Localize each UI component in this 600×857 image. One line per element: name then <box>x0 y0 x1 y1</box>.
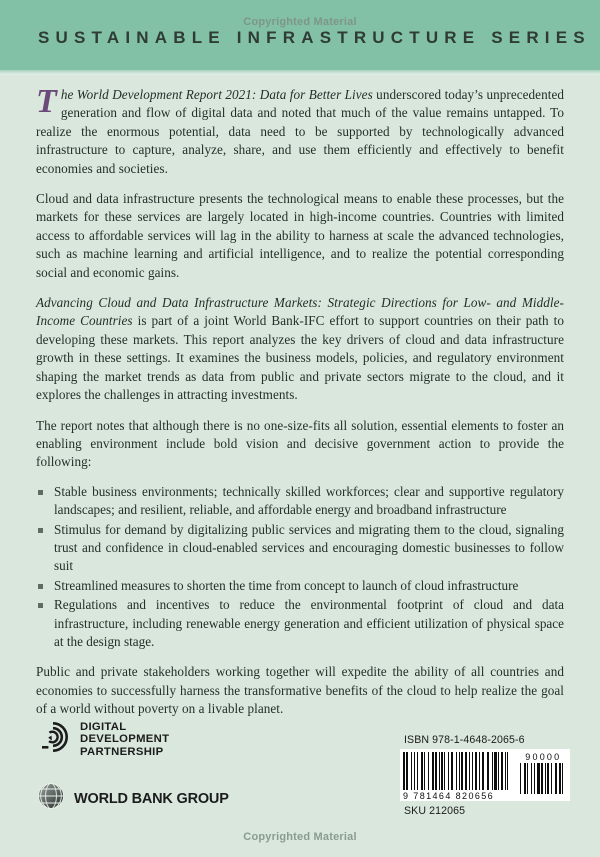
logo-stack <box>36 720 229 816</box>
ddp-line-2: DEVELOPMENT <box>80 733 170 746</box>
list-item <box>36 521 564 576</box>
paragraph-3 <box>36 294 564 404</box>
barcode-main <box>403 752 514 801</box>
list-item <box>36 577 564 595</box>
list-item-text: Stimulus for demand by digitalizing public services and migrating them to the cloud, signaling trust and confidence in cloud-enabled services and encouraging domestic businesses to follow suit <box>54 521 564 574</box>
list-item <box>36 596 564 651</box>
dropcap-letter: T <box>36 83 57 120</box>
isbn-barcode-block <box>400 734 572 817</box>
ddp-line-3: PARTNERSHIP <box>80 745 164 758</box>
bullet-square-icon <box>38 528 43 533</box>
barcode-supplement-digits: 90000 <box>525 752 562 762</box>
barcode-supplement-bars <box>520 763 567 794</box>
digital-development-partnership-logo <box>36 720 229 759</box>
paragraph-3-rest: is part of a joint World Bank-IFC effort to support countries on their path to developing these markets. This report analyzes the key drivers of cloud and data infrastructure growth in these settings. It examines the business models, policies, and regulatory environment shaping the market trends as data from public and private sectors migrate to the cloud, and it explores the challenges in attracting investments. <box>36 313 564 403</box>
watermark-bottom: Copyrighted Material <box>243 831 357 843</box>
ddp-line-1: DIGITAL <box>80 720 127 733</box>
paragraph-1 <box>36 83 564 178</box>
paragraph-1-rest: underscored today’s unprecedented generation and flow of digital data and noted that much of the value remains untapped. To realize the enormous potential, data need to be supported by technologically advanced infrastructure to capture, analyze, share, and use them efficiently and effectively to benefit economies and societies. <box>36 87 564 176</box>
world-bank-group-logo <box>36 781 229 816</box>
paragraph-2: Cloud and data infrastructure presents the technological means to enable these processes, but the markets for these services are largely located in high-income countries. Countries with limited access to affordable services will lag in the ability to harness at scale the advanced technologies, such as machine learning and artificial intelligence, and to realize the potential corresponding social and economic gains. <box>36 191 564 280</box>
series-title: SUSTAINABLE INFRASTRUCTURE SERIES <box>38 28 591 47</box>
barcode <box>400 749 570 801</box>
paragraph-1-italic-lead: he World Development Report 2021: Data for Better Lives <box>60 87 373 102</box>
list-item <box>36 483 564 520</box>
list-item-text: Stable business environments; technically skilled workforces; clear and supportive regulatory landscapes; and resilient, reliable, and affordable energy and broadband infrastructure <box>54 483 564 518</box>
isbn-number: ISBN 978-1-4648-2065-6 <box>404 734 525 746</box>
paragraph-5: Public and private stakeholders working together will expedite the ability of all countries and economies to successfully harness the transformative benefits of the cloud to help realize the goal of a world without poverty on a livable planet. <box>36 664 564 717</box>
bullet-square-icon <box>38 584 43 589</box>
list-item-text: Regulations and incentives to reduce the environmental footprint of cloud and data infrastructure, including renewable energy generation and efficient utilization of physical space at the design stage. <box>54 597 564 649</box>
bullet-square-icon <box>38 603 43 608</box>
world-bank-wordmark: WORLD BANK GROUP <box>74 790 229 807</box>
cover-footer <box>0 712 600 832</box>
globe-icon <box>36 781 66 816</box>
essential-elements-list <box>36 483 564 652</box>
paragraph-4: The report notes that although there is no one-size-fits all solution, essential elements to foster an enabling environment include bold vision and decisive government action to provide the following: <box>36 417 564 470</box>
barcode-bars <box>403 752 514 790</box>
paragraph-3-italic-title: Advancing Cloud and Data Infrastructure Markets: Strategic Directions for Low- and Middle-Income Countries <box>36 295 564 329</box>
bullet-square-icon <box>38 490 43 495</box>
circular-swirl-icon <box>36 720 70 759</box>
sku-number: SKU 212065 <box>404 805 466 817</box>
list-item-text: Streamlined measures to shorten the time from concept to launch of cloud infrastructure <box>54 577 519 593</box>
watermark-top: Copyrighted Material <box>243 16 357 28</box>
back-cover-copy <box>36 83 564 731</box>
barcode-supplement <box>520 752 567 794</box>
header-gradient-fade <box>0 70 600 75</box>
ddp-wordmark <box>80 721 169 759</box>
barcode-digits: 9 781464 820656 <box>403 791 495 801</box>
